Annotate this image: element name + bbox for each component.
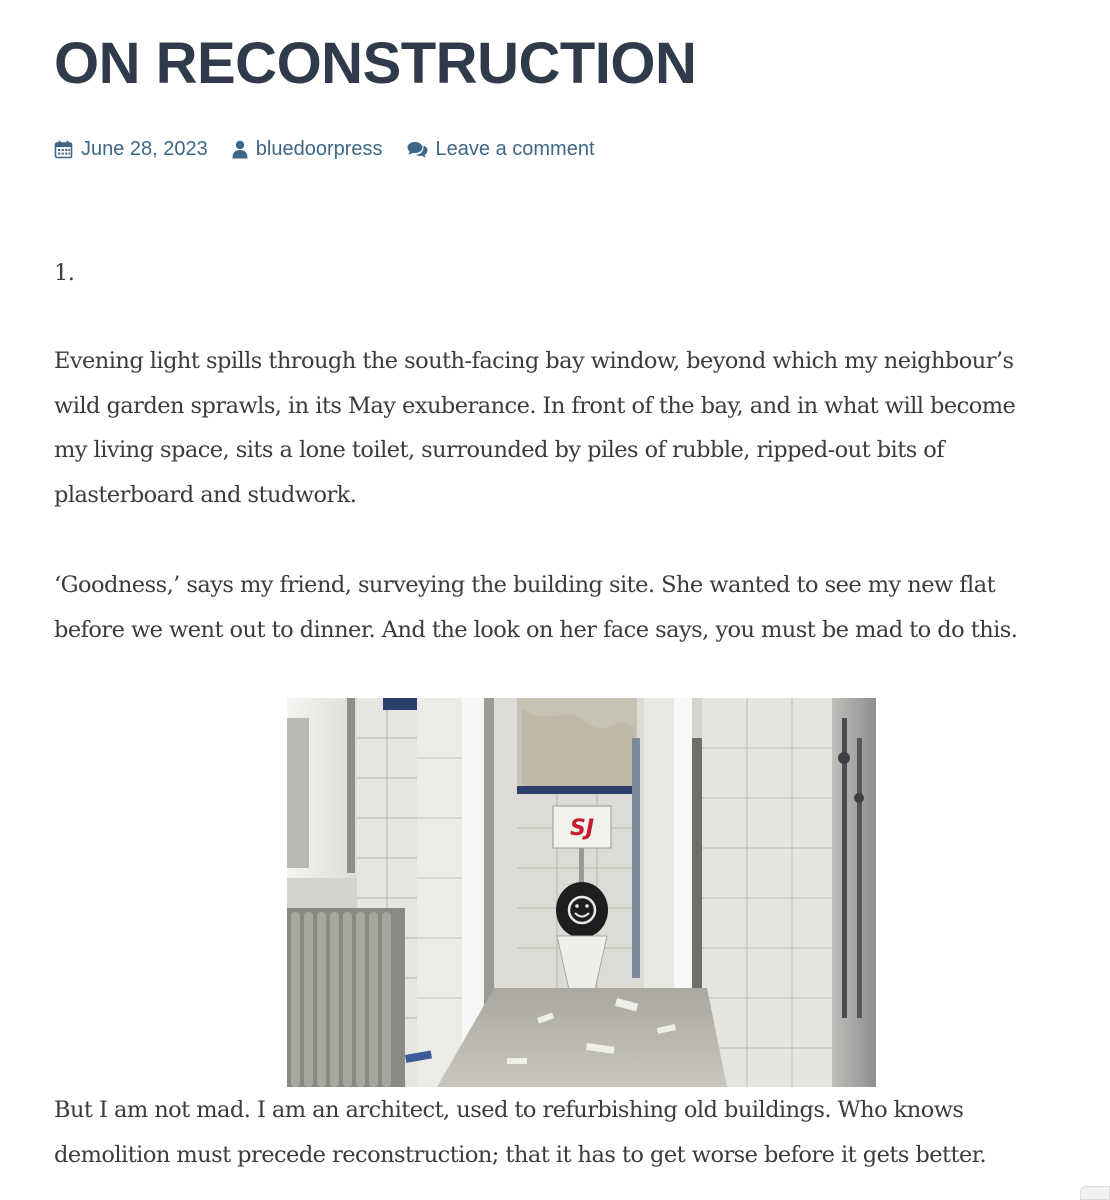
post-author-link[interactable] (232, 138, 383, 161)
paragraph-1-line: plasterboard and studwork. (54, 481, 357, 508)
section-number: 1. (54, 260, 75, 286)
paragraph-1-line: my living space, sits a lone toilet, surrounded by piles of rubble, ripped-out bits of (54, 437, 945, 464)
user-icon (232, 140, 248, 159)
paragraph-3-line: But I am not mad. I am an architect, used to refurbishing old buildings. Who knows (54, 1097, 964, 1123)
post-date-link[interactable] (54, 138, 208, 161)
paragraph-1-line: wild garden sprawls, in its May exuberance. In front of the bay, and in what will become (54, 392, 1016, 419)
post-title: ON RECONSTRUCTION (54, 31, 697, 96)
scroll-corner-widget[interactable] (1080, 1186, 1110, 1200)
calendar-icon (54, 140, 73, 159)
graffiti-text: SJ (569, 816, 595, 841)
paragraph-1-line: Evening light spills through the south-facing bay window, beyond which my neighbour’s (54, 348, 1014, 374)
post-author: bluedoorpress (255, 138, 383, 160)
leave-comment-label: Leave a comment (435, 138, 595, 160)
paragraph-2-line: ‘Goodness,’ says my friend, surveying the building site. She wanted to see my new flat (54, 572, 996, 598)
post-date: June 28, 2023 (81, 138, 208, 160)
paragraph-1 (54, 339, 1015, 517)
paragraph-2 (54, 563, 1017, 652)
post-meta (54, 138, 619, 161)
paragraph-3 (54, 1088, 986, 1177)
leave-comment-link[interactable] (407, 138, 595, 161)
paragraph-2-line: before we went out to dinner. And the look on her face says, you must be mad to do this. (54, 616, 1018, 643)
abandoned-bathroom-illustration (287, 698, 876, 1087)
comments-icon (407, 141, 428, 158)
bathroom-photo (287, 698, 876, 1087)
paragraph-3-line: demolition must precede reconstruction; that it has to get worse before it gets better. (54, 1141, 987, 1168)
